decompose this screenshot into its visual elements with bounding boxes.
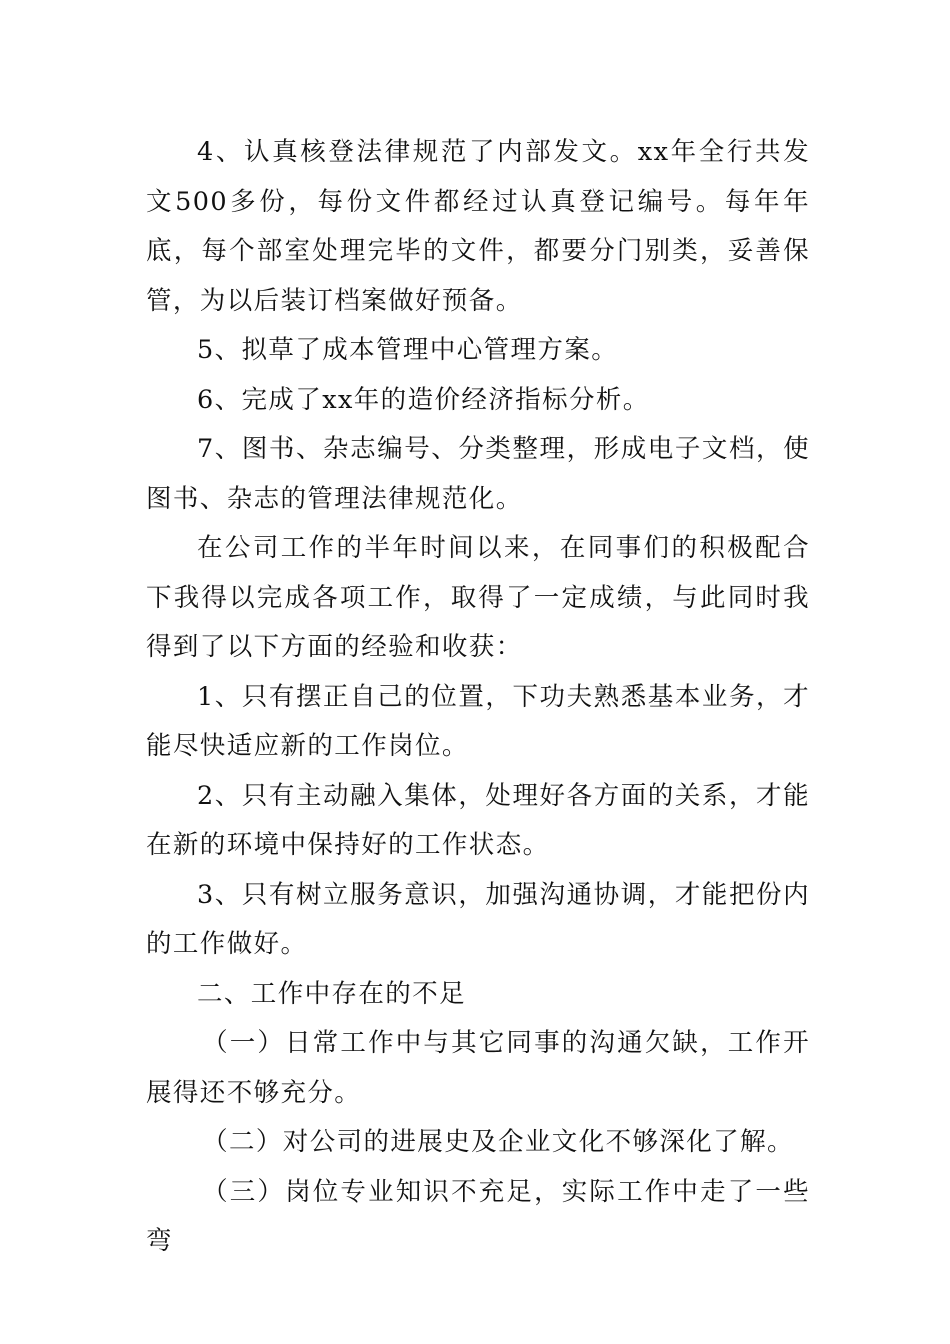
paragraph-summary: 在公司工作的半年时间以来，在同事们的积极配合下我得以完成各项工作，取得了一定成绩，与此同时我得到了以下方面的经验和收获： <box>146 533 810 662</box>
paragraph-shortcoming-1: （一）日常工作中与其它同事的沟通欠缺，工作开展得还不够充分。 <box>146 1028 810 1108</box>
paragraph-item-7: 7、图书、杂志编号、分类整理，形成电子文档，使图书、杂志的管理法律规范化。 <box>146 434 810 514</box>
paragraph-lesson-2: 2、只有主动融入集体，处理好各方面的关系，才能在新的环境中保持好的工作状态。 <box>146 780 810 860</box>
paragraph-item-4: 4、认真核登法律规范了内部发文。xx年全行共发文500多份，每份文件都经过认真登记编号。每年年底，每个部室处理完毕的文件，都要分门别类，妥善保管，为以后装订档案做好预备。 <box>146 137 810 316</box>
paragraph-item-5: 5、拟草了成本管理中心管理方案。 <box>197 335 619 365</box>
paragraph-item-6: 6、完成了xx年的造价经济指标分析。 <box>197 384 650 415</box>
paragraph-shortcoming-3: （三）岗位专业知识不充足，实际工作中走了一些弯 <box>146 1176 810 1256</box>
section-heading-shortcomings: 二、工作中存在的不足 <box>197 978 467 1009</box>
paragraph-lesson-3: 3、只有树立服务意识，加强沟通协调，才能把份内的工作做好。 <box>146 879 810 959</box>
document-body <box>146 128 810 1267</box>
paragraph-shortcoming-2: （二）对公司的进展史及企业文化不够深化了解。 <box>202 1127 794 1157</box>
paragraph-lesson-1: 1、只有摆正自己的位置，下功夫熟悉基本业务，才能尽快适应新的工作岗位。 <box>146 681 810 761</box>
